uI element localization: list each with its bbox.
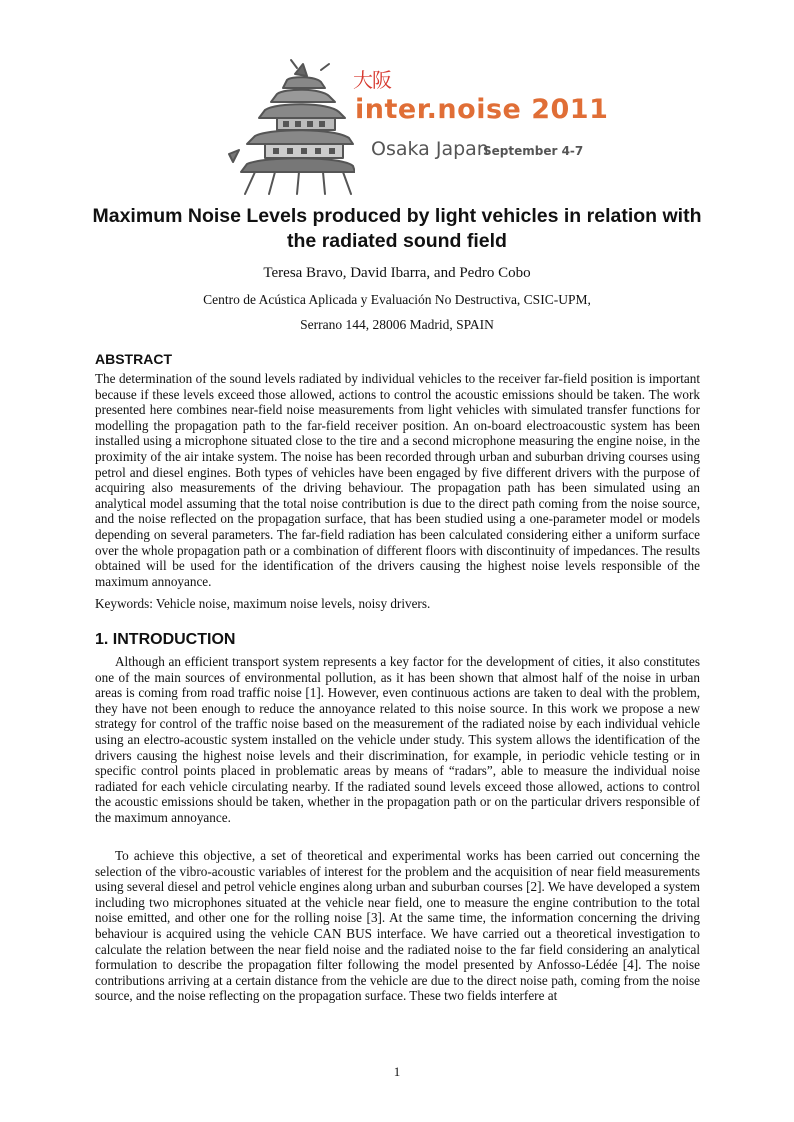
conference-logo: [225, 50, 609, 195]
introduction-heading: 1. INTRODUCTION: [95, 631, 236, 648]
page-number: 1: [393, 1064, 401, 1079]
logo-place: Osaka Japan: [371, 138, 489, 160]
paper-affiliation-line1: Centro de Acústica Aplicada y Evaluación No Destructiva, CSIC-UPM,: [203, 292, 591, 307]
logo-date: September 4-7: [483, 144, 584, 158]
introduction-paragraph: Although an efficient transport system represents a key factor for the development of cities, it also constitutes one of the main sources of environmental pollution, as it has been shown that almost half of the noise in urban areas is coming from road traffic noise [1]. However, even continuous actions are taken to deal with the problem, they have not been enough to reduce the annoyance related to this noise source. In this work we propose a new strategy for control of the traffic noise based on the measurement of the radiated noise by each individual vehicle using an electro-acoustic system installed on the vehicle under study. This system allows the identification of the drivers causing the highest noise levels and their discrimination, for example, in periodic vehicle testing or in specific control points placed in problematic areas by means of “radars”, able to measure the individual noise radiated for each vehicle circulating nearby. If the radiated sound levels exceed those allowed, actions to control the acoustic emissions should be taken, whether in the propagation path or on the particular drivers responsible of the maximum annoyance.: [95, 654, 700, 825]
introduction-paragraph: To achieve this objective, a set of theoretical and experimental works has been carried out concerning the selection of the vibro-acoustic variables of interest for the problem and the acquisition of near field measurements using several diesel and petrol vehicle engines along urban and suburban courses [2]. We have developed a system including two microphones situated at the vehicle near field, one to measure the engine contribution to the total noise emitted, and other one for the rolling noise [3]. At the same time, the information concerning the driving behaviour is acquired using the vehicle CAN BUS interface. We have carried out a theoretical investigation to calculate the relation between the near field noise and the radiated noise to the far field considering an analytical formulation to describe the propagation filter following the model presented by Anfosso-Lédée [4]. The noise contributions arriving at a certain distance from the vehicle are due to the direct noise path, coming from the noise source, and the noise reflecting on the propagation surface. These two fields interfere at: [95, 848, 700, 1004]
abstract-text: The determination of the sound levels radiated by individual vehicles to the receiver far-field position is important because if these levels exceed those allowed, actions to control the acoustic emissions should be taken. The work presented here combines near-field noise measurements from light vehicles with simulated transfer functions for modelling the propagation path to the far-field receiver position. An on-board electroacoustic system has been installed using a microphone situated close to the tire and a second microphone measuring the engine noise, in the proximity of the air intake system. The noise has been recorded through urban and suburban driving courses using petrol and diesel engines. Both types of vehicles have been engaged by five different drivers with the purpose of acquiring also measurements of the driving behaviour. The propagation path has been simulated using an analytical model assuming that the total noise contribution is due to the direct path coming from the noise source, and the noise reflected on the propagation surface, that has been studied using a one-parameter model or models depending on several parameters. The far-field radiation has been calculated considering either a uniform surface over the whole propagation path or a combination of different floors with discontinuity of impedances. The results obtained will be used for the identification of the drivers causing the highest noise levels responsible of the maximum annoyance.: [95, 371, 700, 589]
logo-conference-name: inter.noise 2011: [355, 94, 609, 125]
paper-authors: Teresa Bravo, David Ibarra, and Pedro Cobo: [263, 265, 531, 281]
paper-title: Maximum Noise Levels produced by light vehicles in relation with the radiated sound field: [92, 205, 702, 252]
abstract-heading: ABSTRACT: [95, 351, 172, 367]
paper-affiliation-line2: Serrano 144, 28006 Madrid, SPAIN: [300, 317, 494, 332]
osaka-castle-icon: [225, 58, 355, 196]
logo-kanji: 大阪: [353, 68, 391, 92]
keywords: Keywords: Vehicle noise, maximum noise levels, noisy drivers.: [95, 596, 431, 611]
